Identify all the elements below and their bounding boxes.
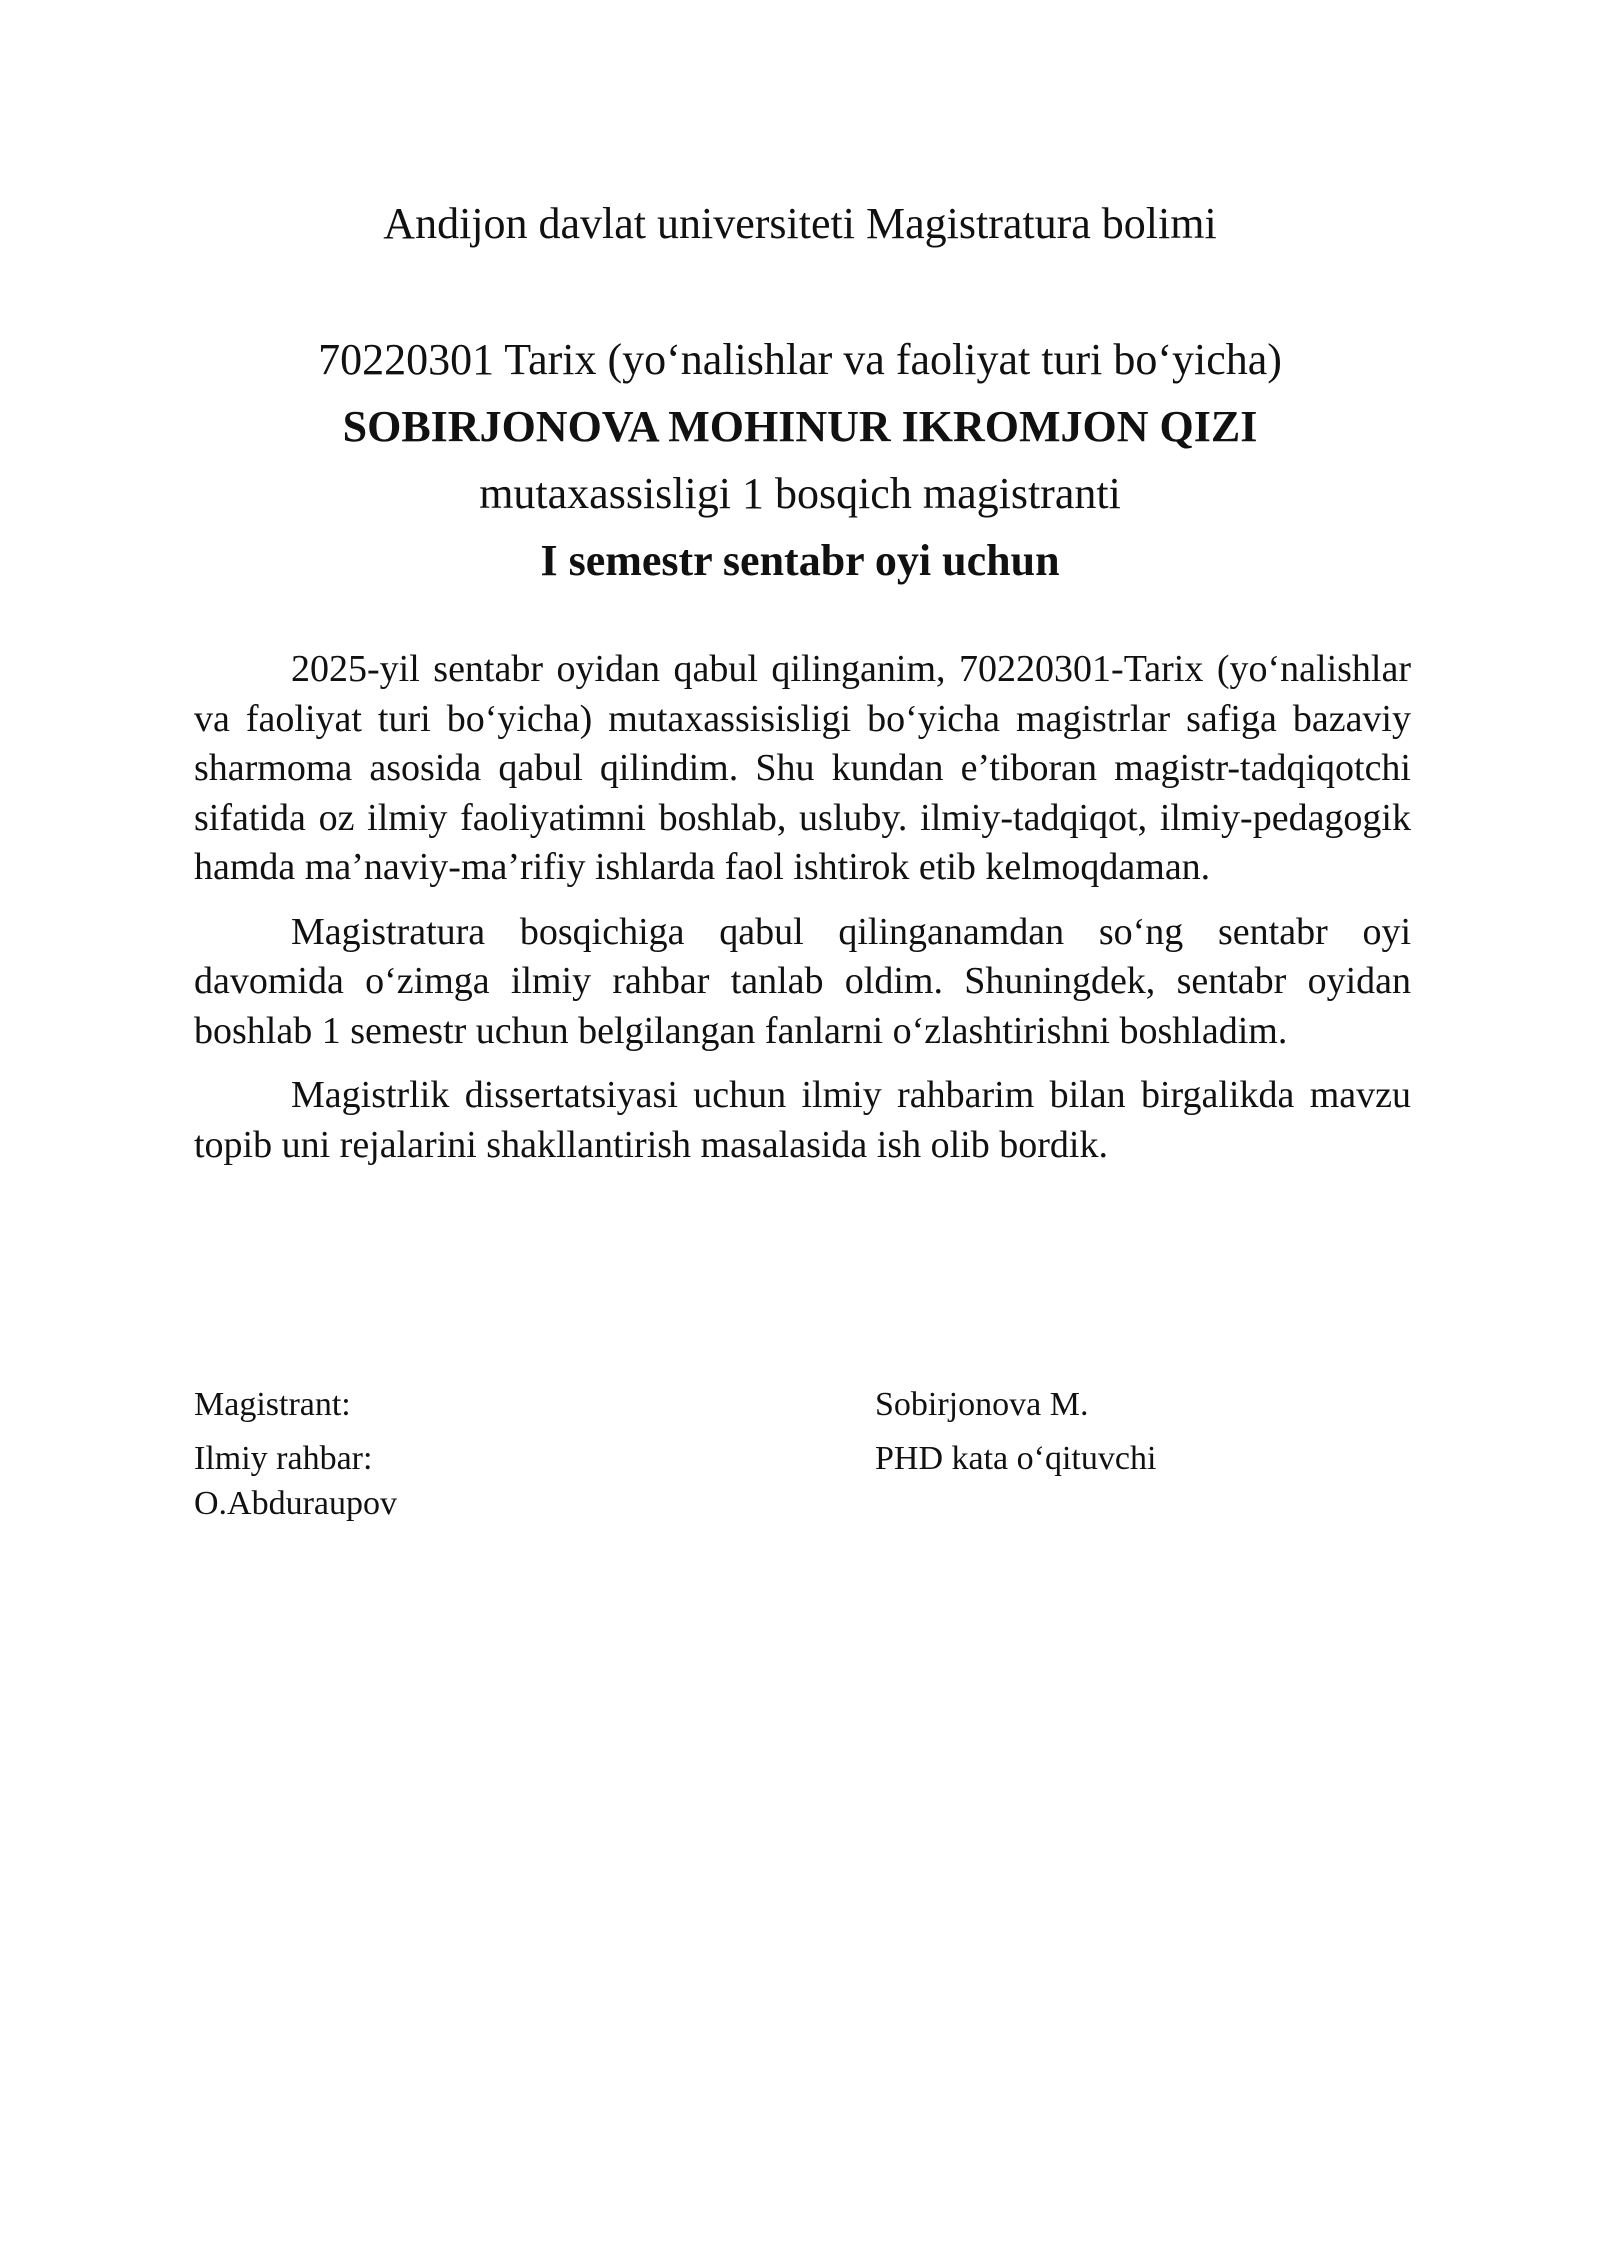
report-header bbox=[0, 326, 1600, 594]
magistrant-name: Sobirjonova M. bbox=[875, 1386, 1089, 1423]
advisor-label: Ilmiy rahbar: bbox=[194, 1440, 373, 1477]
report-body bbox=[194, 645, 1411, 1185]
body-paragraph: Magistratura bosqichiga qabul qilinganamdan so‘ng sentabr oyi davomida o‘zimga ilmiy rahbar tanlab oldim. Shuningdek, sentabr oyidan boshlab 1 semestr uchun belgilangan fanlarni o‘zlashtirishni boshladim. bbox=[194, 910, 1411, 1052]
advisor-title: PHD kata o‘qituvchi bbox=[875, 1440, 1157, 1477]
specialty-line: 70220301 Tarix (yo‘nalishlar va faoliyat turi bo‘yicha) bbox=[318, 335, 1282, 384]
advisor-name: O.Abduraupov bbox=[194, 1485, 398, 1522]
magistrant-label: Magistrant: bbox=[194, 1386, 351, 1423]
body-paragraph: Magistrlik dissertatsiyasi uchun ilmiy rahbarim bilan birgalikda mavzu topib uni rejalarini shakllantirish masalasida ish olib bordik. bbox=[194, 1074, 1411, 1166]
institution-title: Andijon davlat universiteti Magistratura bolimi bbox=[383, 199, 1217, 248]
student-level: mutaxassisligi 1 bosqich magistranti bbox=[479, 469, 1121, 518]
student-name: SOBIRJONOVA MOHINUR IKROMJON QIZI bbox=[342, 402, 1258, 451]
body-paragraph: 2025-yil sentabr oyidan qabul qilinganim, 70220301-Tarix (yo‘nalishlar va faoliyat turi bo‘yicha) mutaxassisisligi bo‘yicha magistrlar safiga bazaviy sharmoma asosida qabul qilindim. Shu kundan e’tiboran magistr-tadqiqotchi sifatida oz ilmiy faoliyatimni boshlab, usluby. ilmiy-tadqiqot, ilmiy-pedagogik hamda ma’naviy-ma’rifiy ishlarda faol ishtirok etib kelmoqdaman. bbox=[194, 648, 1411, 888]
report-period: I semestr sentabr oyi uchun bbox=[540, 536, 1060, 585]
